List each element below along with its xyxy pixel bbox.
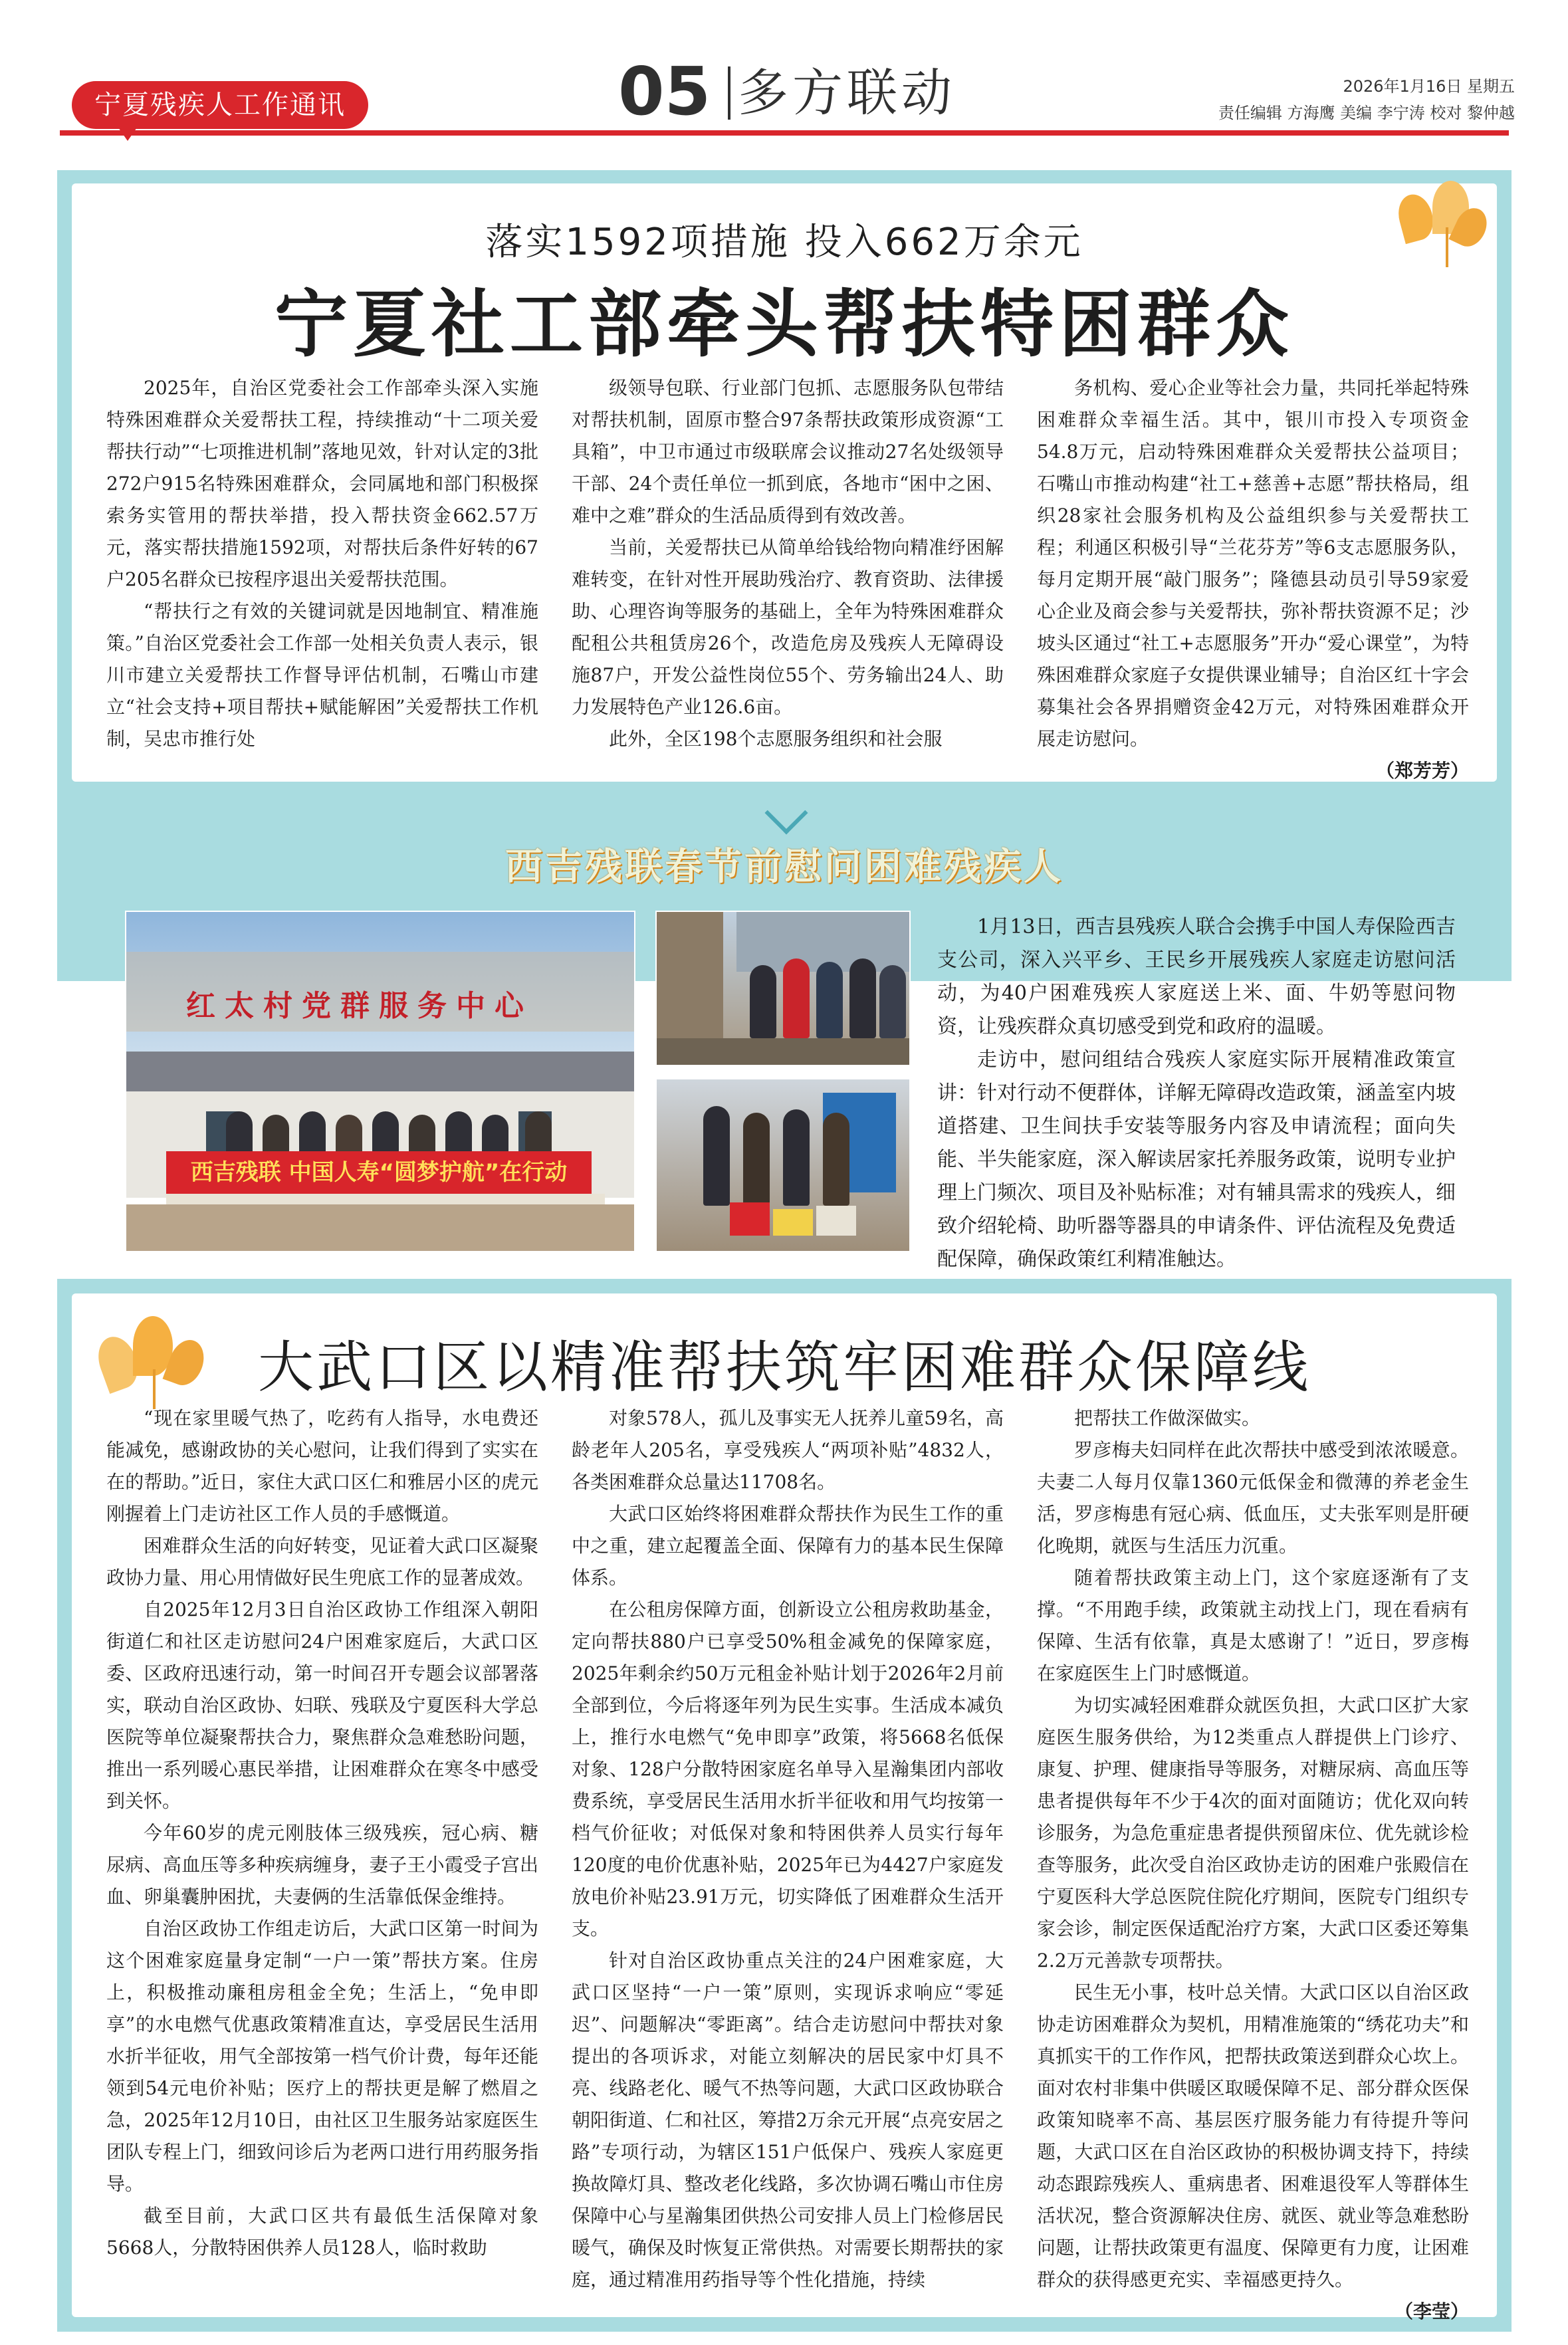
building-sign: 红太村党群服务中心 (186, 989, 533, 1023)
issue-date: 2026年1月16日 星期五 (1343, 77, 1515, 96)
visit-group-photo (125, 911, 635, 1252)
home-visit-photo (655, 911, 911, 1066)
article1-column-2: 级领导包联、行业部门包抓、志愿服务队包带结对帮扶机制，固原市整合97条帮扶政策形成资源“工具箱”，中卫市通过市级联席会议推动27名处级领导干部、24个责任单位一抓到底，各地市“困中之困、难中之难”群众的生活品质得到有效改善。 当前，关爱帮扶已从简单给钱给物向精准纾困解难转变，在针对性开展助残治疗、教育资助、法律援助、心理咨询等服务的基础上，全年为特殊困难群众配租公共租赁房26个，改造危房及残疾人无障碍设施87户，开发公益性岗位55个、劳务输出24人、助力发展特色产业126.6亩。 此外，全区198个志愿服务组织和社会服 (572, 377, 1004, 750)
header-rule (60, 130, 1509, 136)
publication-badge: 宁夏残疾人工作通讯 (72, 81, 368, 129)
section-title: 多方联动 (738, 63, 956, 122)
article2-text: 1月13日，西吉县残疾人联合会携手中国人寿保险西吉支公司，深入兴平乡、王民乡开展残疾人家庭走访慰问活动，为40户困难残疾人家庭送上米、面、牛奶等慰问物资，让残疾群众真切感受到党和政府的温暖。 走访中，慰问组结合残疾人家庭实际开展精准政策宣讲：针对行动不便群体，详解无障碍改造政策，涵盖室内坡道搭建、卫生间扶手安装等服务内容及申请流程；面向失能、半失能家庭，深入解读居家托养服务政策，说明专业护理上门频次、项目及补贴标准；对有辅具需求的残疾人，细致介绍轮椅、助听器等器具的申请条件、评估流程及免费适配保障，确保政策红利精准触达。 (937, 911, 1456, 1309)
editorial-staff: 责任编辑 方海鹰 美编 李宁涛 校对 黎仲越 (1218, 104, 1515, 122)
article2-title: 西吉残联春节前慰问困难残疾人 (505, 845, 1064, 889)
article1-title: 宁夏社工部牵头帮扶特困群众 (275, 282, 1294, 367)
section-divider (728, 66, 730, 120)
photo-banner: 西吉残联 中国人寿“圆梦护航”在行动 (166, 1151, 592, 1194)
article3-byline: （李莹） (1394, 2300, 1469, 2322)
article1-kicker: 落实1592项措施 投入662万余元 (485, 221, 1083, 264)
article1-byline: （郑芳芳） (1375, 760, 1469, 782)
page-number: 05 (618, 53, 711, 130)
article3-column-3: 把帮扶工作做深做实。 罗彦梅夫妇同样在此次帮扶中感受到浓浓暖意。夫妻二人每月仅靠1360元低保金和微薄的养老金生活，罗彦梅患有冠心病、低血压，丈夫张军则是肝硬化晚期，就医与生活压力沉重。 随着帮扶政策主动上门，这个家庭逐渐有了支撑。“不用跑手续，政策就主动找上门，现在看病有保障、生活有依靠，真是太感谢了！”近日，罗彦梅在家庭医生上门时感慨道。 为切实减轻困难群众就医负担，大武口区扩大家庭医生服务供给，为12类重点人群提供上门诊疗、康复、护理、健康指导等服务，对糖尿病、高血压等患者提供每年不少于4次的面对面随访；优化双向转诊服务，为急危重症患者提供预留床位、优先就诊检查等服务，此次受自治区政协走访的困难户张殿信在宁夏医科大学总医院住院化疗期间，医院专门组织专家会诊，制定医保适配治疗方案，大武口区委还筹集2.2万元善款专项帮扶。 民生无小事，枝叶总关情。大武口区以自治区政协走访困难群众为契机，用精准施策的“绣花功夫”和真抓实干的工作作风，把帮扶政策送到群众心坎上。面对农村非集中供暖区取暖保障不足、部分群众医保政策知晓率不高、基层医疗服务能力有待提升等问题，大武口区在自治区政协的积极协调支持下，持续动态跟踪残疾人、重病患者、困难退役军人等群体生活状况，整合资源解决住房、就医、就业等急难愁盼问题，让帮扶政策更有温度、保障更有力度，让困难群众的获得感更充实、幸福感更持久。 （李莹） (1037, 1402, 1469, 2328)
article1-column-1: 2025年，自治区党委社会工作部牵头深入实施特殊困难群众关爱帮扶工程，持续推动“十二项关爱帮扶行动”“七项推进机制”落地见效，针对认定的3批272户915名特殊困难群众，会同属地和部门积极探索务实管用的帮扶举措，投入帮扶资金662.57万元，落实帮扶措施1592项，对帮扶后条件好转的67户205名群众已按程序退出关爱帮扶范围。 “帮扶行之有效的关键词就是因地制宜、精准施策。”自治区党委社会工作部一处相关负责人表示，银川市建立关爱帮扶工作督导评估机制，石嘴山市建立“社会支持+项目帮扶+赋能解困”关爱帮扶工作机制，吴忠市推行处 (106, 377, 538, 750)
article1-column-3: 务机构、爱心企业等社会力量，共同托举起特殊困难群众幸福生活。其中，银川市投入专项资金54.8万元，启动特殊困难群众关爱帮扶公益项目；石嘴山市推动构建“社工+慈善+志愿”帮扶格局，组织28家社会服务机构及公益组织参与关爱帮扶工程；利通区积极引导“兰花芬芳”等6支志愿服务队，每月定期开展“敲门服务”；隆德县动员引导59家爱心企业及商会参与关爱帮扶，弥补帮扶资源不足；沙坡头区通过“社工+志愿服务”开办“爱心课堂”，为特殊困难群众家庭子女提供课业辅导；自治区红十字会募集社会各界捐赠资金42万元，对特殊困难群众开展走访慰问。 （郑芳芳） (1037, 372, 1469, 787)
article3-title: 大武口区以精准帮扶筑牢困难群众保障线 (257, 1335, 1311, 1400)
article3-column-2: 对象578人，孤儿及事实无人抚养儿童59名，高龄老年人205名，享受残疾人“两项补贴”4832人，各类困难群众总量达11708名。 大武口区始终将困难群众帮扶作为民生工作的重中之重，建立起覆盖全面、保障有力的基本民生保障体系。 在公租房保障方面，创新设立公租房救助基金，定向帮扶880户已享受50%租金减免的保障家庭，2025年剩余约50万元租金补贴计划于2026年2月前全部到位，今后将逐年列为民生实事。生活成本减负上，推行水电燃气“免申即享”政策，将5668名低保对象、128户分散特困家庭名单导入星瀚集团内部收费系统，享受居民生活用水折半征收和用气均按第一档气价征收；对低保对象和特困供养人员实行每年120度的电价优惠补贴，2025年已为4427户家庭发放电价补贴23.91万元，切实降低了困难群众生活开支。 针对自治区政协重点关注的24户困难家庭，大武口区坚持“一户一策”原则，实现诉求响应“零延迟”、问题解决“零距离”。结合走访慰问中帮扶对象提出的各项诉求，对能立刻解决的居民家中灯具不亮、线路老化、暖气不热等问题，大武口区政协联合朝阳街道、仁和社区，筹措2万余元开展“点亮安居之路”专项行动，为辖区151户低保户、残疾人家庭更换故障灯具、整改老化线路，多次协调石嘴山市住房保障中心与星瀚集团供热公司安排人员上门检修居民暖气，确保及时恢复正常供热。对需要长期帮扶的家庭，通过精准用药指导等个性化措施，持续 (572, 1407, 1004, 2290)
supplies-delivery-photo (655, 1078, 911, 1252)
article3-column-1: “现在家里暖气热了，吃药有人指导，水电费还能减免，感谢政协的关心慰问，让我们得到了实实在在的帮助。”近日，家住大武口区仁和雅居小区的虎元刚握着上门走访社区工作人员的手感慨道。 困难群众生活的向好转变，见证着大武口区凝聚政协力量、用心用情做好民生兜底工作的显著成效。 自2025年12月3日自治区政协工作组深入朝阳街道仁和社区走访慰问24户困难家庭后，大武口区委、区政府迅速行动，第一时间召开专题会议部署落实，联动自治区政协、妇联、残联及宁夏医科大学总医院等单位凝聚帮扶合力，聚焦群众急难愁盼问题，推出一系列暖心惠民举措，让困难群众在寒冬中感受到关怀。 今年60岁的虎元刚肢体三级残疾，冠心病、糖尿病、高血压等多种疾病缠身，妻子王小霞受子宫出血、卵巢囊肿困扰，夫妻俩的生活靠低保金维持。 自治区政协工作组走访后，大武口区第一时间为这个困难家庭量身定制“一户一策”帮扶方案。住房上，积极推动廉租房租金全免；生活上，“免申即享”的水电燃气优惠政策精准直达，享受居民生活用水折半征收，用气全部按第一档气价计费，每年还能领到54元电价补贴；医疗上的帮扶更是解了燃眉之急，2025年12月10日，由社区卫生服务站家庭医生团队专程上门，细致问诊后为老两口进行用药服务指导。 截至目前，大武口区共有最低生活保障对象5668人，分散特困供养人员128人，临时救助 (106, 1407, 538, 2259)
